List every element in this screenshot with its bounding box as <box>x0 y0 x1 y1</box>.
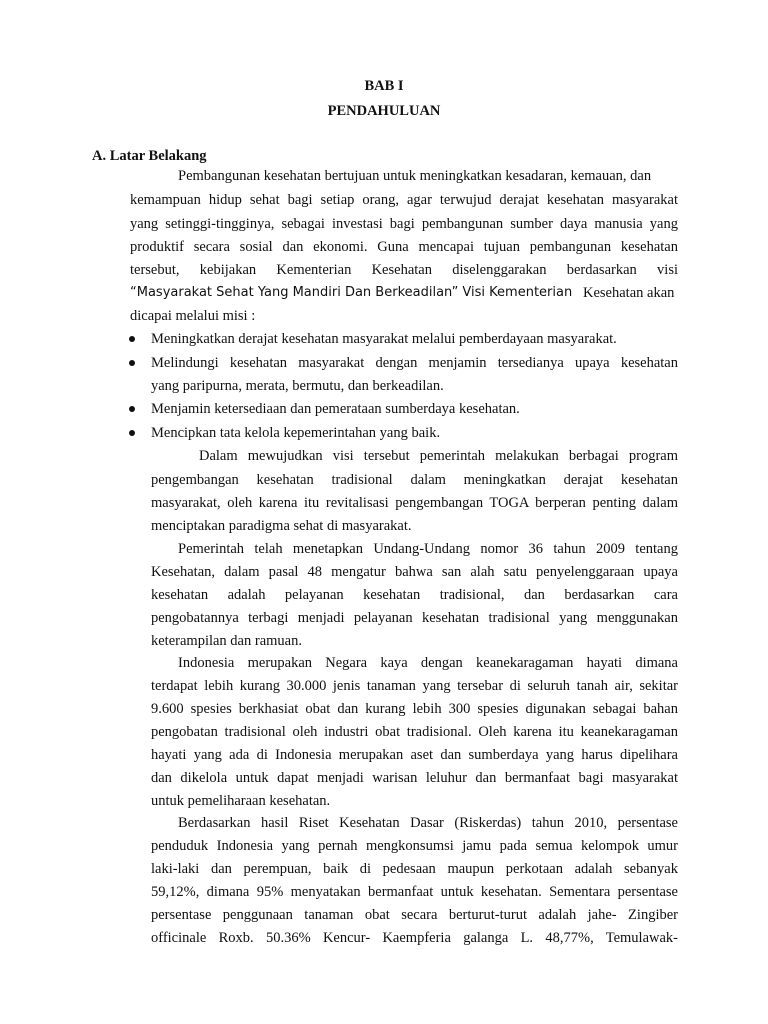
text-line: dan dikelola untuk dapat menjadi warisan leluhur dan bermanfaat bagi masyarakat <box>151 770 678 786</box>
list-item: Menjamin ketersediaan dan pemerataan sumberdaya kesehatan. <box>151 401 520 417</box>
text-line: persentase penggunaan tanaman obat secara berturut-turut adalah jahe- Zingiber <box>151 907 678 923</box>
text-line: Dalam mewujudkan visi tersebut pemerintah melakukan berbagai program <box>199 448 678 464</box>
chapter-subtitle: PENDAHULUAN <box>327 103 441 119</box>
text-line: kemampuan hidup sehat bagi setiap orang, agar terwujud derajat kesehatan masyarakat <box>130 192 678 208</box>
bullet-icon <box>129 406 135 412</box>
text-line: untuk pemeliharaan kesehatan. <box>151 793 331 809</box>
text-line: dicapai melalui misi : <box>130 308 256 324</box>
text-line: 59,12%, dimana 95% menyatakan bermanfaat untuk kesehatan. Sementara persentase <box>151 884 678 900</box>
text-line: “Masyarakat Sehat Yang Mandiri Dan Berkeadilan” Visi Kementerian <box>130 285 573 300</box>
text-line: penduduk Indonesia yang pernah mengkonsumsi jamu pada semua kelompok umur <box>151 838 678 854</box>
list-item: Melindungi kesehatan masyarakat dengan menjamin tersedianya upaya kesehatan <box>151 355 678 371</box>
text-line: Kesehatan, dalam pasal 48 mengatur bahwa san alah satu penyelenggaraan upaya <box>151 564 678 580</box>
text-line: officinale Roxb. 50.36% Kencur- Kaempferia galanga L. 48,77%, Temulawak- <box>151 930 678 946</box>
text-line: Indonesia merupakan Negara kaya dengan keanekaragaman hayati dimana <box>178 655 678 671</box>
text-line: 9.600 spesies berkhasiat obat dan kurang lebih 300 spesies digunakan sebagai bahan <box>151 701 678 717</box>
text-line: Pembangunan kesehatan bertujuan untuk meningkatkan kesadaran, kemauan, dan <box>178 168 652 184</box>
section-heading: A. Latar Belakang <box>92 148 207 164</box>
text-line: pengobatannya terbagi menjadi pelayanan kesehatan tradisional yang menggunakan <box>151 610 678 626</box>
text-line: keterampilan dan ramuan. <box>151 633 302 649</box>
chapter-title: BAB I <box>364 78 404 94</box>
text-line: laki-laki dan perempuan, baik di pedesaan maupun perkotaan adalah sebanyak <box>151 861 678 877</box>
list-item-continuation: yang paripurna, merata, bermutu, dan berkeadilan. <box>151 378 444 394</box>
text-line: kesehatan adalah pelayanan kesehatan tradisional, dan berdasarkan cara <box>151 587 678 603</box>
bullet-icon <box>129 336 135 342</box>
bullet-icon <box>129 430 135 436</box>
text-line: yang setinggi-tingginya, sebagai investasi bagi pembangunan sumber daya manusia yang <box>130 216 678 232</box>
list-item: Meningkatkan derajat kesehatan masyarakat melalui pemberdayaan masyarakat. <box>151 331 617 347</box>
text-line: pengobatan tradisional oleh industri obat tradisional. Oleh karena itu keanekaragaman <box>151 724 678 740</box>
text-line: terdapat lebih kurang 30.000 jenis tanaman yang tersebar di seluruh tanah air, sekitar <box>151 678 678 694</box>
list-item: Mencipkan tata kelola kepemerintahan yang baik. <box>151 425 441 441</box>
text-line: menciptakan paradigma sehat di masyarakat. <box>151 518 412 534</box>
text-line: hayati yang ada di Indonesia merupakan aset dan sumberdaya yang harus dipelihara <box>151 747 678 763</box>
text-line: pengembangan kesehatan tradisional dalam meningkatkan derajat kesehatan <box>151 472 678 488</box>
text-line: Pemerintah telah menetapkan Undang-Undang nomor 36 tahun 2009 tentang <box>178 541 678 557</box>
text-line: tersebut, kebijakan Kementerian Kesehatan diselenggarakan berdasarkan visi <box>130 262 678 278</box>
text-line: produktif secara sosial dan ekonomi. Guna mencapai tujuan pembangunan kesehatan <box>130 239 678 255</box>
bullet-icon <box>129 360 135 366</box>
text-line: Berdasarkan hasil Riset Kesehatan Dasar (Riskerdas) tahun 2010, persentase <box>178 815 678 831</box>
text-line: Kesehatan akan <box>583 285 675 301</box>
text-line: masyarakat, oleh karena itu revitalisasi pengembangan TOGA berperan penting dalam <box>151 495 678 511</box>
